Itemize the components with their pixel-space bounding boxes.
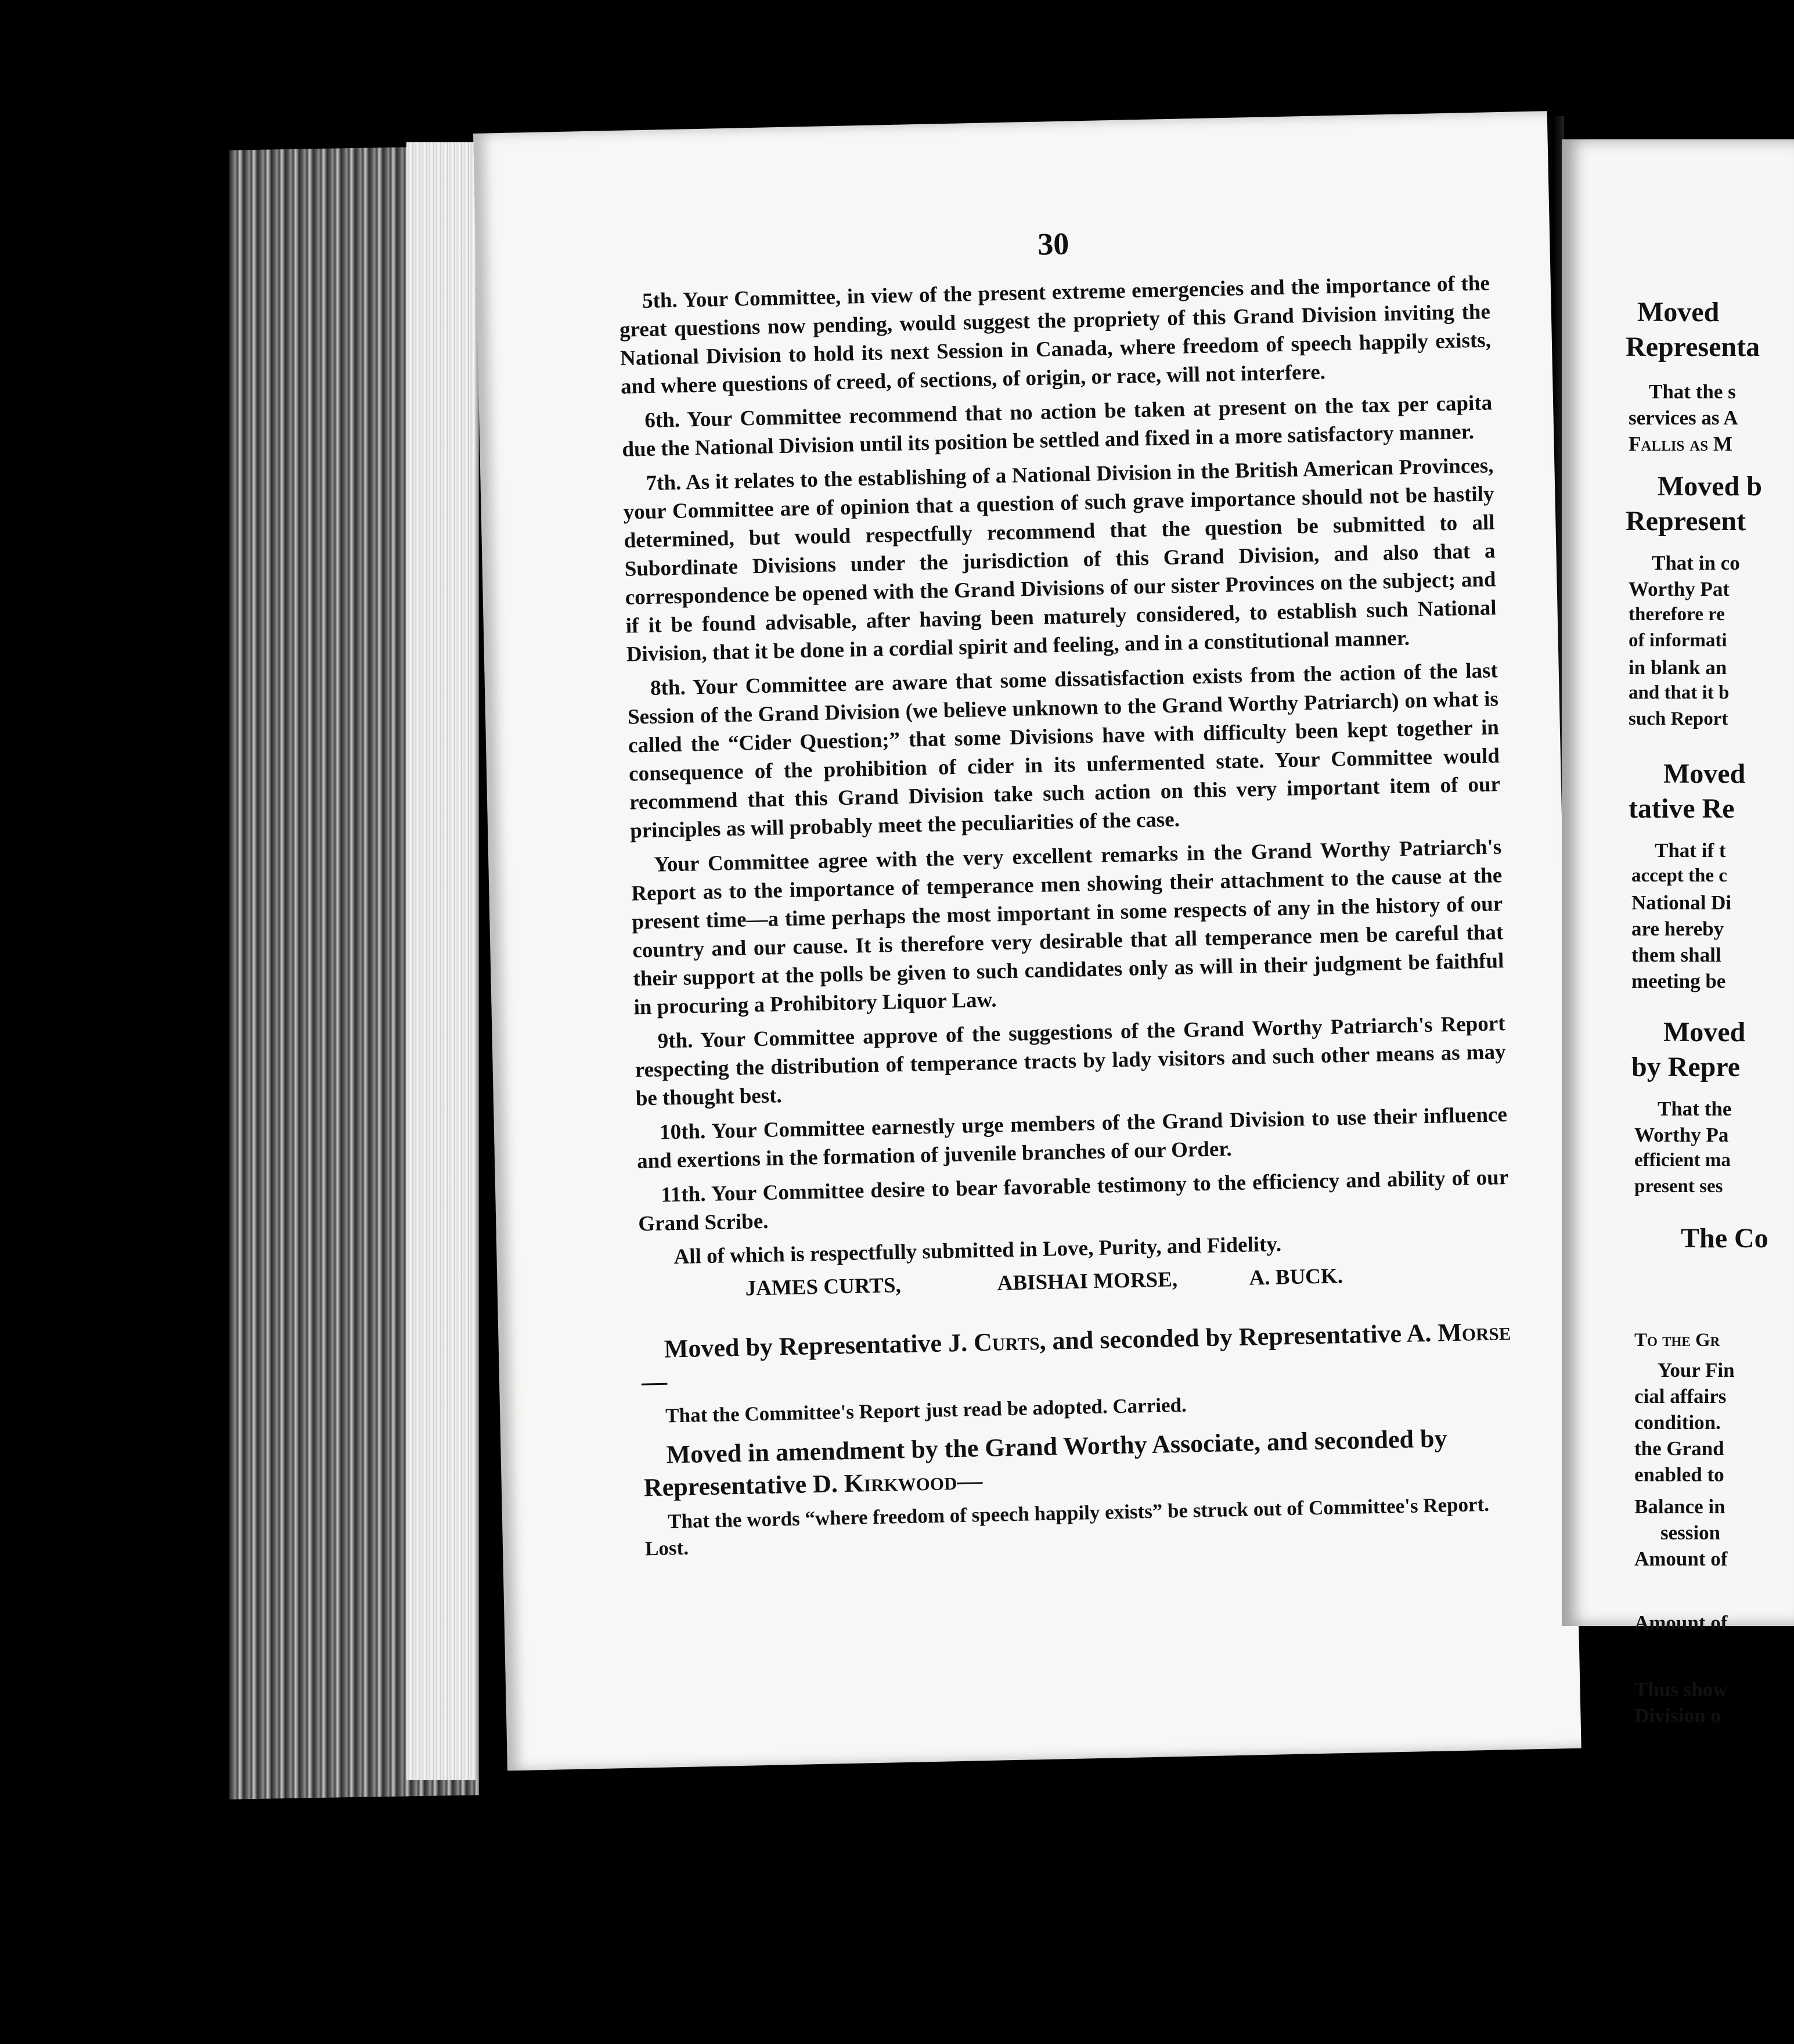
closing-line: All of which is respectfully submitted in Love, Purity, and Fidelity. [673,1232,1282,1269]
paragraph-11th: 11th. Your Committee desire to bear favorable testimony to the efficiency and ability of our Grand Scribe. [637,1165,1509,1236]
right-fragment-line: enabled to [1634,1463,1724,1486]
right-fragment-line: The Co [1681,1223,1768,1254]
right-fragment-line: Moved [1637,297,1720,328]
motion-amendment-body: That the words “where freedom of speech happily exists” be struck out of Committee's Report. Lost. [644,1492,1490,1560]
right-fragment-line: in blank an [1629,656,1727,679]
right-fragment-line: cial affairs [1634,1385,1727,1408]
right-fragment-line: Division o [1634,1704,1721,1727]
right-fragment-line: of informati [1629,630,1727,651]
right-fragment-line: Worthy Pat [1629,578,1730,600]
right-fragment-line: by Repre [1631,1052,1741,1082]
right-fragment-line: That the s [1649,380,1736,403]
right-fragment-line: therefore re [1629,604,1725,625]
signatory: ABISHAI MORSE, [997,1268,1178,1296]
right-fragment-line: tative Re [1629,793,1735,824]
right-fragment-line: Moved [1663,1017,1746,1048]
motion-adopt-heading: Moved by Representative J. Curts, and seconded by Representative A. Morse— [641,1317,1511,1397]
right-fragment-line: are hereby [1631,917,1724,940]
right-fragment-line: Moved [1663,758,1746,789]
paragraph-8th: 8th. Your Committee are aware that some dissatisfaction exists from the action of the last Session of the Grand Division (we believe unknown to the Grand Worthy Patriarch) on what is called the “Cider Question;” that some Divisions have with difficulty been kept together in consequence of the prohibition of cider in its unfermented state. Your Committee would recommend that this Grand Division take such action on this very important item of our principles as will probably meet the peculiarities of the case. [627,658,1501,843]
right-fragment-line: them shall [1631,944,1721,966]
right-fragment-line: condition. [1634,1411,1721,1434]
right-fragment-line: Worthy Pa [1634,1124,1729,1146]
paragraph-6th: 6th. Your Committee recommend that no action be taken at present on the tax per capita due the National Division until its position be settled and fixed in a more satisfactory manner. [622,391,1493,462]
right-fragment-line: Balance in [1634,1495,1725,1518]
right-fragment-line: Representa [1626,332,1760,362]
book-page-edges-light [406,142,476,1780]
right-fragment-line: That if t [1655,839,1726,862]
signatory: JAMES CURTS, [745,1273,902,1301]
signatory: A. BUCK. [1249,1264,1343,1290]
right-page-fragment [1562,139,1794,1727]
paragraph-10th: 10th. Your Committee earnestly urge members of the Grand Division to use their influence and exertions in the formation of juvenile branches of our Order. [636,1103,1508,1174]
paragraph-agree: Your Committee agree with the very excellent remarks in the Grand Worthy Patriarch's Report as to the importance of temperance men showing their attachment to the cause at the present time—a time perhaps the most important in some respects of any in the history of our country and our cause. It is therefore very desirable that all temperance men be careful that their support at the polls be given to such candidates only as will in their judgment be faithful in procuring a Prohibitory Liquor Law. [631,835,1504,1020]
right-fragment-line: That the [1658,1097,1732,1120]
right-fragment-line: Moved b [1658,471,1762,502]
motion-adopt-body: That the Committee's Report just read be adopted. Carried. [665,1393,1187,1427]
right-fragment-line: Amount of [1634,1611,1728,1634]
paragraph-7th: 7th. As it relates to the establishing of a National Division in the British American Provinces, your Committee are of opinion that a question of such grave importance should not be hastily determined, but would respectfully recommend that the question be submitted to all Subordinate Divisions under the jurisdiction of this Grand Division, and also that a correspondence be opened with the Grand Divisions of our sister Provinces on the subject; and if it be found advisable, after having been maturely considered, to establish such National Division, that it be done in a cordial spirit and feeling, and in a constitutional manner. [623,454,1497,667]
right-fragment-line: National Di [1631,891,1732,914]
right-fragment-line: Fallis as M [1629,433,1732,455]
paragraph-5th: 5th. Your Committee, in view of the present extreme emergencies and the importance of the great questions now pending, would suggest the propriety of this Grand Division inviting the National Division to hold its next Session in Canada, where freedom of speech happily exists, and where questions of creed, of sections, of origin, or race, will not interfere. [619,271,1492,399]
page-number: 30 [1037,226,1069,262]
right-fragment-line: meeting be [1631,970,1726,992]
right-fragment-line: That in co [1652,552,1740,574]
right-fragment-line: the Grand [1634,1437,1724,1460]
right-fragment-line: efficient ma [1634,1150,1731,1171]
right-fragment-line: such Report [1629,708,1728,729]
left-page [473,111,1582,1770]
right-fragment-line: Your Fin [1658,1359,1735,1381]
right-fragment-line: Represent [1626,506,1746,537]
right-fragment-line: accept the c [1631,865,1727,886]
motion-amendment-heading: Moved in amendment by the Grand Worthy Associate, and seconded by Representative D. Kirkwood— [643,1424,1447,1502]
right-fragment-line: To the Gr [1634,1330,1720,1351]
right-fragment-line: services as A [1629,406,1738,429]
paragraph-9th: 9th. Your Committee approve of the suggestions of the Grand Worthy Patriarch's Report respecting the distribution of temperance tracts by lady visitors and such other means as may be thought best. [635,1012,1506,1111]
right-fragment-line: and that it b [1629,682,1730,703]
right-fragment-line: Thus show [1634,1678,1728,1701]
right-fragment-line: session [1660,1521,1721,1544]
right-fragment-line: present ses [1634,1176,1723,1197]
right-fragment-line: Amount of [1634,1548,1728,1570]
left-page-content [618,217,1516,1562]
